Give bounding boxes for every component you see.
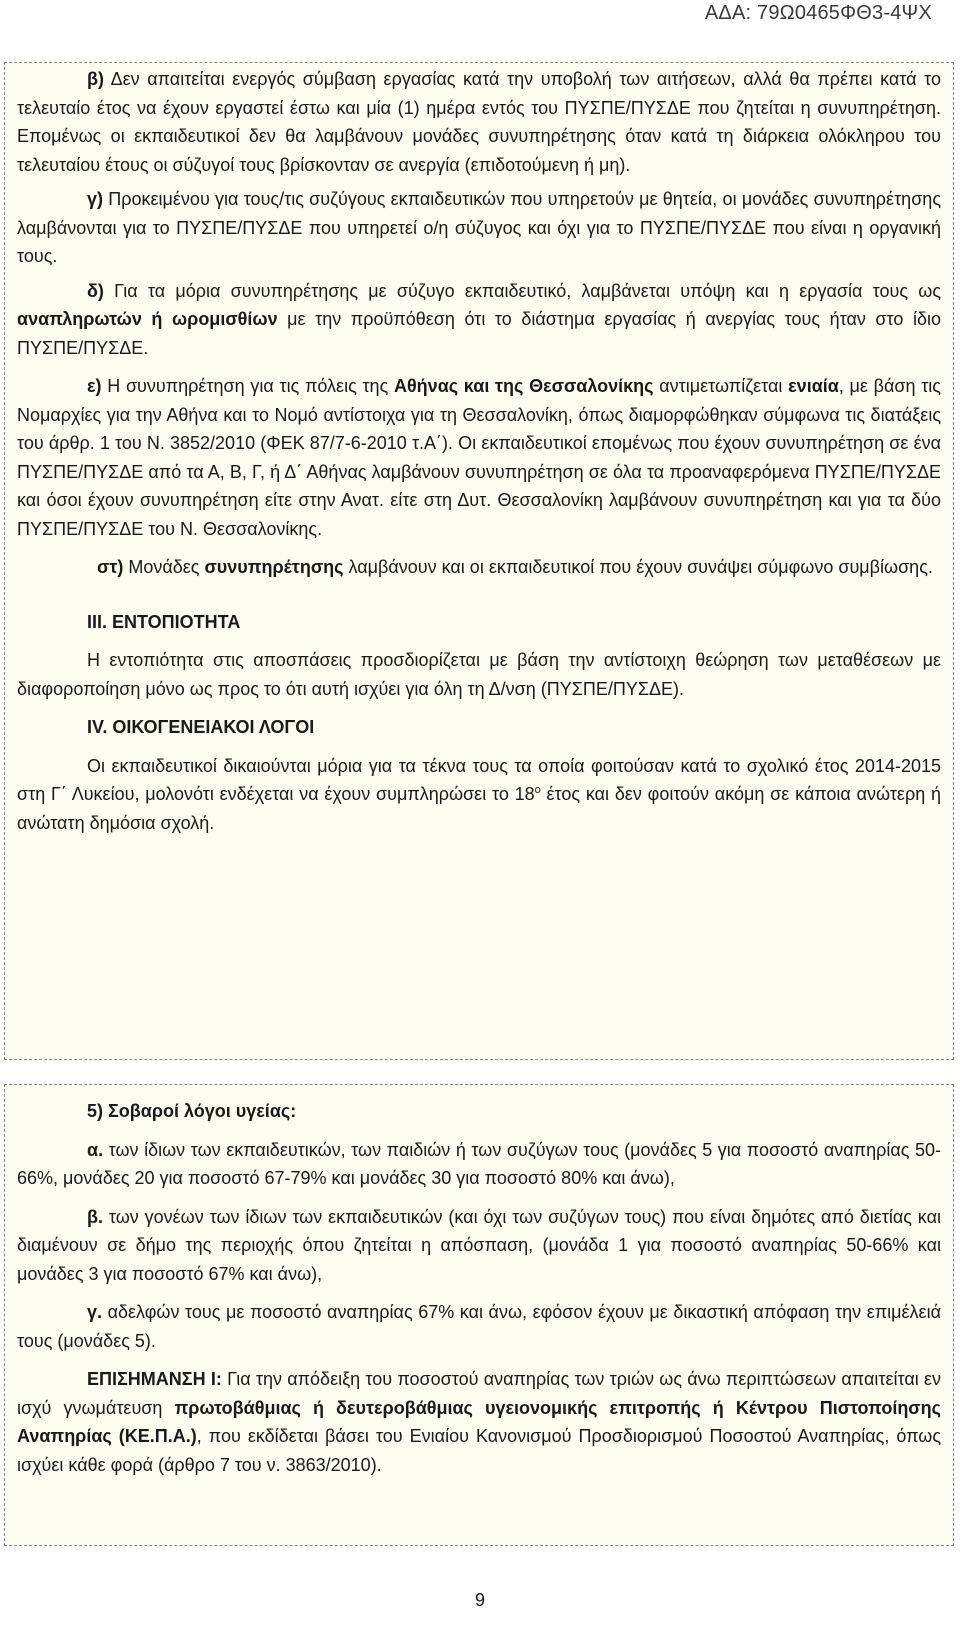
paragraph-family [17, 752, 941, 838]
paragraph-text: Για την απόδειξη του ποσοστού αναπηρίας των τριών ως άνω περιπτώσεων απαιτείται εν ισχύ γνωμάτευση [17, 1369, 941, 1418]
paragraph-text: με την προϋπόθεση ότι το διάστημα εργασίας ή ανεργίας τους ήταν στο ίδιο ΠΥΣΠΕ/ΠΥΣΔΕ. [17, 309, 941, 358]
paragraph-text: Οι εκπαιδευτικοί δικαιούνται μόρια για τα τέκνα τους τα οποία φοιτούσαν κατά το σχολικό έτος 2014-2015 στη Γ΄ Λυκείου, μολονότι ενδέχεται να έχουν συμπληρώσει το 18 [17, 755, 941, 804]
paragraph-text: , με βάση τις Νομαρχίες για την Αθήνα και το Νομό αντίστοιχα για τη Θεσσαλονίκη, όπως διαμορφώθηκαν σύμφωνα τις διατάξεις του άρθρ. 1 του Ν. 3852/2010 (ΦΕΚ 87/7-6-2010 τ.Α΄). Οι εκπαιδευτικοί επομένως που έχουν συνυπηρέτηση σε ένα ΠΥΣΠΕ/ΠΥΣΔΕ από τα Α, Β, Γ, ή Δ΄ Αθήνας λαμβάνουν συνυπηρέτηση σε όλα τα προαναφερόμενα ΠΥΣΠΕ/ΠΥΣΔΕ και όσοι έχουν συνυπηρέτηση είτε στην Ανατ. είτε στη Δυτ. Θεσσαλονίκη λαμβάνουν συνυπηρέτηση και για τα δύο ΠΥΣΠΕ/ΠΥΣΔΕ του Ν. Θεσσαλονίκης. [17, 376, 941, 539]
paragraph-text: Προκειμένου για τους/τις συζύγους εκπαιδευτικών που υπηρετούν με θητεία, οι μονάδες συνυπηρέτησης λαμβάνονται για το ΠΥΣΠΕ/ΠΥΣΔΕ που υπηρετεί ο/η σύζυγος και όχι για το ΠΥΣΠΕ/ΠΥΣΔΕ που είναι η οργανική τους. [17, 189, 941, 266]
section-heading-health [17, 1097, 941, 1126]
paragraph-text: Η συνυπηρέτηση για τις πόλεις της [101, 376, 394, 396]
item-label: β. [87, 1206, 103, 1227]
paragraph-text: έτος και δεν φοιτούν ακόμη σε κάποια ανώτερη ή ανώτατη δημόσια σχολή. [17, 784, 941, 833]
emphasis-text: συνυπηρέτησης [204, 557, 344, 577]
paragraph-beta [17, 65, 941, 179]
paragraph-text: Δεν απαιτείται ενεργός σύμβαση εργασίας κατά την υποβολή των αιτήσεων, αλλά θα πρέπει κατά το τελευταίο έτος να έχουν εργαστεί έστω και μία (1) ημέρα εντός του ΠΥΣΠΕ/ΠΥΣΔΕ που ζητείται η συνυπηρέτηση. Επομένως οι εκπαιδευτικοί δεν θα λαμβάνουν μονάδες συνυπηρέτησης όταν κατά τη διάρκεια ολόκληρου του τελευταίου έτους οι σύζυγοί τους βρίσκονταν σε ανεργία (επιδοτούμενη ή μη). [17, 69, 941, 175]
item-label: γ. [87, 1302, 103, 1322]
note-label: ΕΠΙΣΗΜΑΝΣΗ Ι: [87, 1369, 222, 1389]
paragraph-health-beta [17, 1203, 941, 1289]
item-label: δ) [87, 280, 104, 301]
item-label: γ) [87, 189, 104, 209]
paragraph-health-gamma [17, 1298, 941, 1355]
superscript: ο [534, 784, 541, 796]
framed-section-family-reasons [4, 62, 954, 1060]
paragraph-delta [17, 277, 941, 363]
paragraph-st [17, 553, 941, 582]
paragraph-text: των ίδιων των εκπαιδευτικών, των παιδιών ή των συζύγων τους (μονάδες 5 για ποσοστό αναπηρίας 50-66%, μονάδες 20 για ποσοστό 67-79% και μονάδες 30 για ποσοστό 80% και άνω), [17, 1139, 941, 1188]
ada-code: ΑΔΑ: 79Ω0465ΦΘ3-4ΨΧ [704, 2, 932, 24]
emphasis-text: Αθήνας και της Θεσσαλονίκης [393, 376, 654, 396]
heading-colon: : [290, 1101, 297, 1121]
paragraph-text: Μονάδες [123, 557, 205, 577]
item-label: β) [87, 69, 104, 89]
emphasis-text: ενιαία [788, 376, 839, 396]
heading-text: 5) Σοβαροί λόγοι υγείας [87, 1101, 291, 1121]
paragraph-text: λαμβάνουν και οι εκπαιδευτικοί που έχουν συνάψει σύμφωνο συμβίωσης. [343, 557, 933, 577]
paragraph-text: αντιμετωπίζεται [653, 376, 789, 396]
framed-section-health-reasons [4, 1084, 954, 1546]
paragraph-health-alpha [17, 1136, 941, 1193]
item-label: στ) [97, 557, 124, 577]
paragraph-epsilon [17, 372, 941, 543]
paragraph-localness: Η εντοπιότητα στις αποσπάσεις προσδιορίζεται με βάση την αντίστοιχη θεώρηση των μεταθέσεων με διαφοροποίηση μόνο ως προς το ότι αυτή ισχύει για όλη τη Δ/νση (ΠΥΣΠΕ/ΠΥΣΔΕ). [17, 650, 941, 699]
page-number: 9 [474, 1590, 485, 1610]
paragraph-text: των γονέων των ίδιων των εκπαιδευτικών (και όχι των συζύγων τους) που είναι δημότες από διετίας και διαμένουν σε δήμο της περιοχής όπου ζητείται η απόσπαση, (μονάδα 1 για ποσοστό αναπηρίας 50-66% και μονάδες 3 για ποσοστό 67% και άνω), [17, 1206, 941, 1284]
item-label: α. [87, 1139, 104, 1160]
paragraph-gamma [17, 185, 941, 271]
emphasis-text: πρωτοβάθμιας ή δευτεροβάθμιας υγειονομικής επιτροπής ή Κέντρου Πιστοποίησης Αναπηρίας (ΚΕ.Π.Α.) [17, 1397, 941, 1446]
section-heading-family: IV. ΟΙΚΟΓΕΝΕΙΑΚΟΙ ΛΟΓΟΙ [87, 717, 315, 737]
paragraph-note [17, 1365, 941, 1479]
paragraph-text: αδελφών τους με ποσοστό αναπηρίας 67% και άνω, εφόσον έχουν με δικαστική απόφαση την επιμέλειά τους (μονάδες 5). [17, 1302, 941, 1351]
paragraph-text: Για τα μόρια συνυπηρέτησης με σύζυγο εκπαιδευτικό, λαμβάνεται υπόψη και η εργασία τους ως [103, 280, 941, 301]
emphasis-text: αναπληρωτών ή ωρομισθίων [17, 309, 278, 329]
paragraph-text: , που εκδίδεται βάσει του Ενιαίου Κανονισμού Προσδιορισμού Ποσοστού Αναπηρίας, όπως ισχύει κάθε φορά (άρθρο 7 του ν. 3863/2010). [17, 1426, 942, 1475]
section-heading-localness: III. ΕΝΤΟΠΙΟΤΗΤΑ [87, 611, 241, 632]
item-label: ε) [87, 376, 102, 396]
